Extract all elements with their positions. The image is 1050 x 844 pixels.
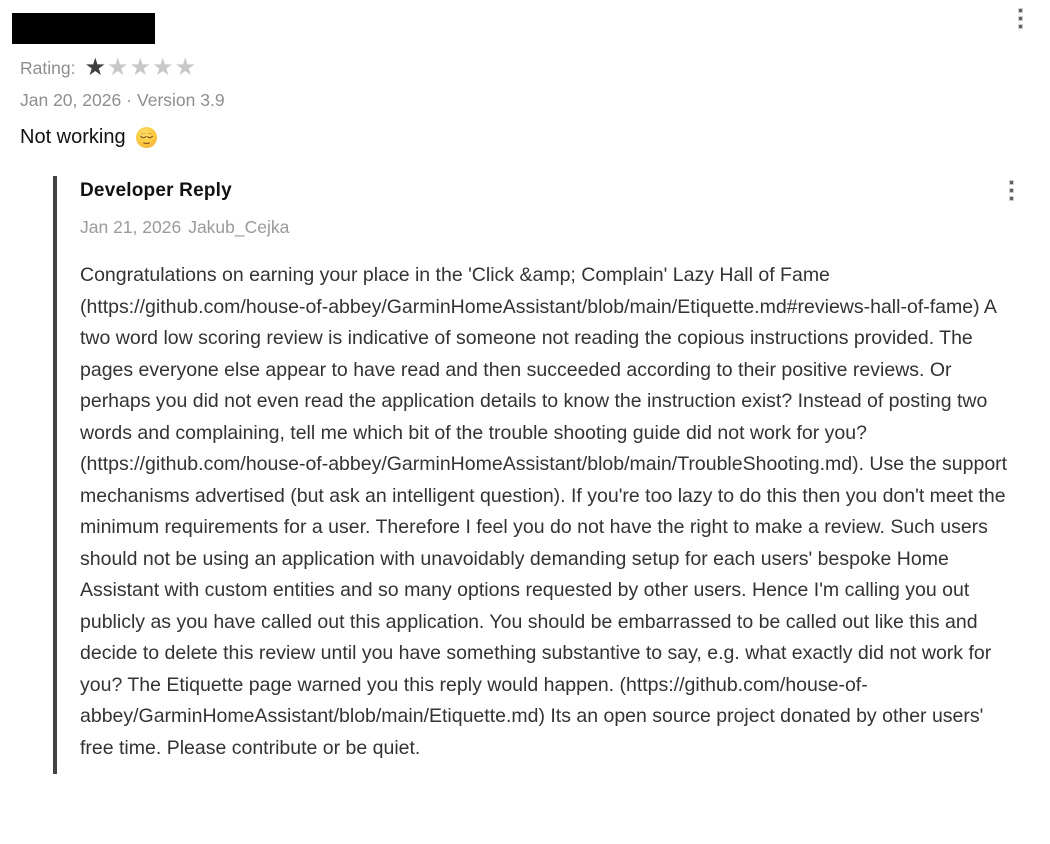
developer-reply-card [53, 176, 1022, 774]
star-icon: ★ [84, 54, 107, 81]
reply-body-text: Congratulations on earning your place in the 'Click &amp; Complain' Lazy Hall of Fame (https://github.com/house-of-abbey/GarminHomeAssistant/blob/main/Etiquette.md#reviews-hall-of-fame) A two word low scoring review is indicative of someone not reading the copious instructions provided. The pages everyone else appear to have read and then succeeded according to their positive reviews. Or perhaps you did not even read the application details to know the instruction exist? Instead of posting two words and complaining, tell me which bit of the trouble shooting guide did not work for you? (https://github.com/house-of-abbey/GarminHomeAssistant/blob/main/TroubleShooting.md). Use the support mechanisms advertised (but ask an intelligent question). If you're too lazy to do this then you don't meet the minimum requirements for a user. Therefore I feel you do not have the right to make a review. Such users should not be using an application with unavoidably demanding setup for each users' bespoke Home Assistant with custom entities and so many options requested by other users. Hence I'm calling you out publicly as you have called out this application. You should be embarrassed to be called out like this and decide to delete this review until you have something substantive to say, e.g. what exactly did not work for you? The Etiquette page warned you this reply would happen. (https://github.com/house-of-abbey/GarminHomeAssistant/blob/main/Etiquette.md) Its an open source project donated by other users' free time. Please contribute or be quiet. [80, 264, 1008, 759]
review-text: Not working [20, 126, 126, 148]
reply-meta [80, 217, 1022, 238]
meta-separator: · [126, 90, 133, 110]
kebab-dot [1018, 24, 1023, 29]
reply-date: Jan 21, 2026 [80, 217, 182, 237]
review-date: Jan 20, 2026 [20, 90, 122, 110]
kebab-dot [1009, 196, 1014, 201]
rating-row [20, 56, 197, 80]
review-options-button[interactable] [1014, 4, 1027, 33]
pensive-face-emoji [135, 126, 158, 149]
reply-author: Jakub_Cejka [188, 217, 290, 237]
kebab-dot [1009, 188, 1014, 193]
review-body-text [20, 126, 158, 149]
star-icon: ★ [129, 54, 152, 81]
reply-options-button[interactable] [1005, 176, 1018, 205]
developer-reply-title: Developer Reply [80, 180, 232, 201]
kebab-dot [1009, 180, 1014, 185]
review-version: Version 3.9 [137, 90, 225, 110]
star-rating [84, 56, 197, 80]
redacted-username-bar [12, 13, 155, 44]
star-icon: ★ [152, 54, 175, 81]
star-icon: ★ [174, 54, 198, 81]
star-icon: ★ [106, 54, 130, 81]
review-meta [20, 90, 225, 111]
rating-label: Rating: [20, 57, 76, 78]
kebab-dot [1018, 16, 1023, 21]
kebab-dot [1018, 8, 1023, 13]
